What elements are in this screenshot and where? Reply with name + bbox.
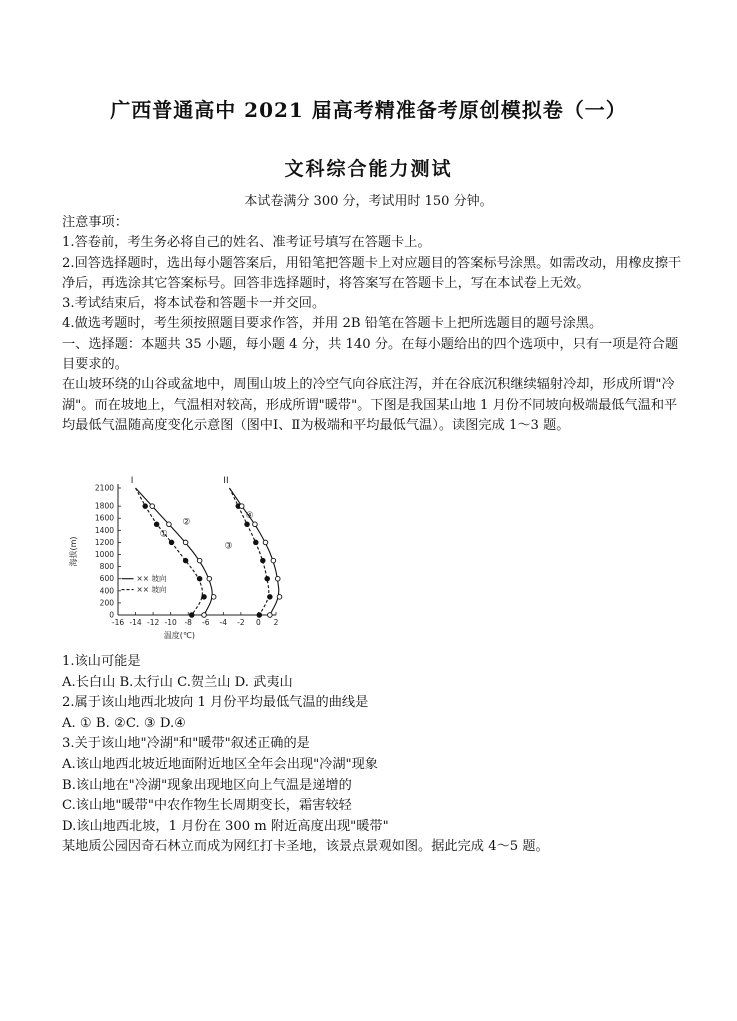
y-tick-label: 0 bbox=[109, 610, 114, 620]
notes-heading: 注意事项： bbox=[62, 215, 128, 230]
y-tick-label: 1200 bbox=[94, 537, 114, 547]
questions-block bbox=[62, 652, 682, 858]
data-point bbox=[275, 576, 280, 581]
y-axis-title: 海拔(m) bbox=[69, 536, 78, 567]
data-point bbox=[277, 595, 282, 600]
data-point bbox=[183, 540, 188, 545]
legend-label: ×× 坡向 bbox=[136, 585, 167, 595]
data-point bbox=[169, 540, 174, 545]
series-curve bbox=[229, 488, 268, 615]
data-point bbox=[271, 558, 276, 563]
data-point bbox=[265, 576, 270, 581]
data-point bbox=[202, 595, 207, 600]
data-point bbox=[253, 522, 258, 527]
exam-subtitle: 文科综合能力测试 bbox=[284, 158, 453, 180]
x-tick-label: 2 bbox=[273, 618, 279, 627]
data-point bbox=[167, 522, 172, 527]
note-item: 3.考试结束后，将本试卷和答题卡一并交回。 bbox=[62, 296, 326, 312]
data-point bbox=[245, 522, 250, 527]
note-item: 1.答卷前，考生务必将自己的姓名、准考证号填写在答题卡上。 bbox=[62, 235, 431, 251]
curve-label: ③ bbox=[224, 541, 233, 552]
data-point bbox=[197, 576, 202, 581]
instructions-block bbox=[62, 213, 682, 436]
data-point bbox=[263, 540, 268, 545]
curve-label: ④ bbox=[245, 511, 254, 522]
x-tick-label: -16 bbox=[111, 618, 125, 627]
data-point bbox=[143, 504, 148, 509]
data-point bbox=[189, 613, 194, 618]
panel-label: II bbox=[223, 476, 229, 486]
data-point bbox=[202, 613, 207, 618]
y-tick-label: 1400 bbox=[94, 525, 114, 535]
data-point bbox=[211, 595, 216, 600]
data-point bbox=[257, 613, 262, 618]
section-intro: 一、选择题：本题共 35 小题，每小题 4 分，共 140 分。在每小题给出的四个选项中，只有一项是符合题目要求的。 bbox=[62, 336, 679, 373]
curve-label: ② bbox=[182, 517, 191, 528]
chart-ticks bbox=[95, 484, 279, 628]
note-item: 4.做选考题时，考生须按照题目要求作答，并用 2B 铅笔在答题卡上把所选题目的题号涂黑。 bbox=[62, 316, 603, 332]
x-tick-label: -12 bbox=[146, 618, 160, 627]
data-point bbox=[261, 558, 266, 563]
question-options: A.长白山 B.太行山 C.贺兰山 D. 武夷山 bbox=[62, 674, 293, 690]
exam-info: 本试卷满分 300 分，考试用时 150 分钟。 bbox=[244, 194, 493, 209]
x-tick-label: -4 bbox=[219, 618, 228, 627]
legend-label: ×× 坡向 bbox=[136, 574, 167, 584]
y-tick-label: 1600 bbox=[94, 513, 114, 523]
x-tick-label: -2 bbox=[237, 618, 245, 627]
chart-svg bbox=[62, 470, 292, 642]
question-options: A. ① B. ②C. ③ D.④ bbox=[62, 715, 186, 731]
temperature-altitude-chart bbox=[62, 470, 292, 642]
question-choice: D.该山地西北坡，1 月份在 300 m 附近高度出现"暖带" bbox=[62, 818, 389, 834]
data-point bbox=[239, 504, 244, 509]
x-tick-label: -14 bbox=[129, 618, 142, 627]
data-point bbox=[183, 558, 188, 563]
data-point bbox=[207, 576, 212, 581]
x-axis-title: 温度(℃) bbox=[163, 631, 196, 640]
data-point bbox=[154, 522, 159, 527]
data-point bbox=[197, 558, 202, 563]
y-tick-label: 600 bbox=[99, 574, 114, 584]
y-tick-label: 200 bbox=[99, 598, 114, 608]
chart-curves bbox=[136, 488, 282, 617]
question-stem: 2.属于该山地西北坡向 1 月份平均最低气温的曲线是 bbox=[62, 695, 369, 711]
x-tick-label: -8 bbox=[184, 618, 192, 627]
note-item: 2.回答选择题时，选出每小题答案后，用铅笔把答题卡上对应题目的答案标号涂黑。如需改动，用橡皮擦干净后，再选涂其它答案标号。回答非选择题时，将答案写在答题卡上，写在本试卷上无效。 bbox=[62, 255, 682, 291]
next-passage: 某地质公园因奇石林立而成为网红打卡圣地，该景点景观如图。据此完成 4～5 题。 bbox=[62, 839, 549, 855]
x-tick-label: 0 bbox=[256, 618, 261, 627]
exam-title: 广西普通高中 2021 届高考精准备考原创模拟卷（一） bbox=[110, 98, 627, 122]
y-tick-label: 1000 bbox=[94, 550, 114, 560]
question-choice: C.该山地"暖带"中农作物生长周期变长，霜害较轻 bbox=[62, 798, 352, 814]
y-tick-label: 1800 bbox=[94, 501, 114, 511]
question-stem: 1.该山可能是 bbox=[62, 654, 141, 669]
x-tick-label: -6 bbox=[202, 618, 210, 627]
data-point bbox=[268, 613, 273, 618]
question-choice: A.该山地西北坡近地面附近地区全年会出现"冷湖"现象 bbox=[62, 756, 378, 772]
x-tick-label: -10 bbox=[164, 618, 177, 627]
curve-label: ① bbox=[159, 529, 168, 540]
question-stem: 3.关于该山地"冷湖"和"暖带"叙述正确的是 bbox=[62, 736, 310, 752]
reading-passage: 在山坡环绕的山谷或盆地中，周围山坡上的冷空气向谷底注泻，并在谷底沉积继续辐射冷却，形成所谓"冷湖"。而在坡地上，气温相对较高，形成所谓"暖带"。下图是我国某山地 1 月份不同坡向极端最低气温和平均最低气温随高度变化示意图（图中Ⅰ、Ⅱ为极端和平均最低气温）。读图完成 1～3 题。 bbox=[62, 377, 678, 433]
y-tick-label: 800 bbox=[99, 562, 114, 572]
y-tick-label: 400 bbox=[99, 586, 114, 596]
data-point bbox=[268, 595, 273, 600]
data-point bbox=[150, 504, 155, 509]
chart-axes bbox=[118, 484, 276, 615]
data-point bbox=[254, 540, 259, 545]
y-tick-label: 2100 bbox=[94, 483, 114, 493]
panel-label: I bbox=[130, 476, 134, 486]
question-choice: B.该山地在"冷湖"现象出现地区向上气温是递增的 bbox=[62, 777, 352, 793]
